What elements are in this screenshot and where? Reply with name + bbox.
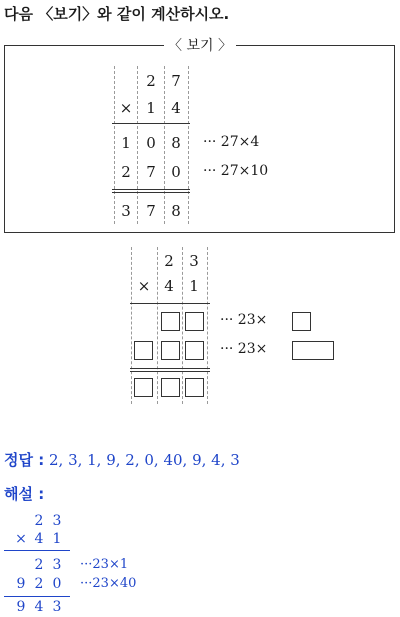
product-line (4, 550, 70, 551)
digit: 7 (146, 163, 156, 181)
answer-line (4, 449, 240, 470)
partial-note: ··· 27×4 (203, 134, 260, 150)
digit: 3 (189, 252, 199, 270)
answer-blank[interactable] (134, 378, 153, 397)
answer-blank[interactable] (185, 341, 204, 360)
digit: 8 (171, 202, 181, 220)
digit: 2 (34, 576, 44, 592)
partial-note: ··· 27×10 (203, 163, 269, 179)
box-title-label: 〈 보기 〉 (164, 38, 236, 54)
partial-note: ···23×1 (80, 557, 129, 572)
partial-note: ··· 23× (220, 341, 268, 357)
digit: 4 (34, 531, 44, 547)
digit: 2 (164, 252, 174, 270)
digit: 9 (16, 599, 26, 615)
answer-blank[interactable] (185, 312, 204, 331)
digit: 3 (52, 599, 62, 615)
digit: 4 (34, 599, 44, 615)
sum-line (4, 596, 70, 597)
question-text: 다음 〈보기〉와 같이 계산하시오. (4, 5, 230, 23)
answer-blank[interactable] (185, 378, 204, 397)
digit: 0 (171, 163, 181, 181)
digit: 2 (146, 72, 156, 90)
digit: 2 (34, 513, 44, 529)
times-sign: × (137, 277, 151, 295)
digit: 1 (52, 531, 62, 547)
digit: 2 (121, 163, 131, 181)
answer-blank[interactable] (161, 341, 180, 360)
digit: 1 (189, 277, 199, 295)
title-rule-right (247, 45, 395, 46)
digit: 7 (171, 72, 181, 90)
digit: 7 (146, 202, 156, 220)
times-sign: × (119, 99, 133, 117)
digit: 4 (164, 277, 174, 295)
product-line (112, 123, 190, 124)
digit: 3 (121, 202, 131, 220)
grid-dash (137, 66, 138, 224)
answer-blank[interactable] (161, 378, 180, 397)
solution-label: 해설 : (4, 485, 45, 503)
sum-line (112, 189, 190, 193)
digit: 1 (121, 134, 131, 152)
grid-dash (188, 66, 189, 224)
digit: 9 (16, 576, 26, 592)
answer-blank[interactable] (134, 341, 153, 360)
grid-dash (131, 247, 132, 404)
digit: 3 (52, 513, 62, 529)
partial-note: ··· 23× (220, 312, 268, 328)
example-box-title (0, 35, 400, 55)
digit: 0 (146, 134, 156, 152)
sum-line (130, 368, 210, 372)
digit: 3 (52, 557, 62, 573)
grid-dash (157, 247, 158, 404)
multiplier-blank[interactable] (292, 312, 311, 331)
digit: 8 (171, 134, 181, 152)
digit: 0 (52, 576, 62, 592)
digit: 4 (171, 99, 181, 117)
digit: 1 (146, 99, 156, 117)
title-rule-left (5, 45, 153, 46)
times-sign: × (15, 531, 27, 547)
grid-dash (207, 247, 208, 404)
answer-blank[interactable] (161, 312, 180, 331)
example-box (4, 45, 395, 233)
answer-values: 2, 3, 1, 9, 2, 0, 40, 9, 4, 3 (48, 451, 240, 469)
multiplier-blank[interactable] (292, 341, 334, 360)
digit: 2 (34, 557, 44, 573)
answer-label: 정답 : (4, 451, 45, 469)
product-line (130, 303, 210, 304)
grid-dash (182, 247, 183, 404)
partial-note: ···23×40 (80, 576, 137, 591)
